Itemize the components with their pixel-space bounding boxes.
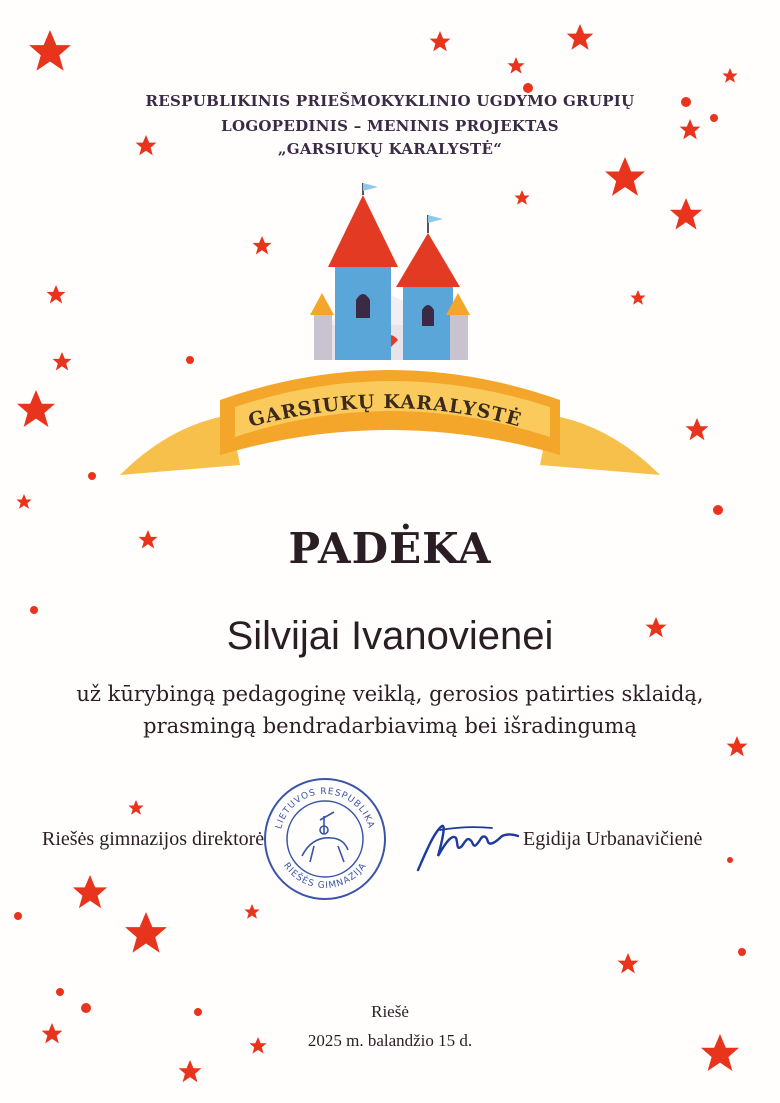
dot <box>727 857 733 863</box>
banner-text: GARSIUKŲ KARALYSTĖ <box>246 390 525 432</box>
star-icon <box>686 418 709 440</box>
dot <box>88 472 96 480</box>
dot <box>738 948 746 956</box>
header-line-3: „GARSIUKŲ KARALYSTĖ“ <box>277 140 503 158</box>
star-icon <box>125 912 167 953</box>
reason-line-2: prasmingą bendradarbiavimą bei išradingumą <box>143 714 637 738</box>
dot <box>713 505 723 515</box>
star-icon <box>507 57 524 74</box>
star-icon <box>16 494 31 509</box>
issue-place: Riešė <box>371 1002 409 1021</box>
certificate-title: PADĖKA <box>288 524 492 573</box>
star-icon <box>618 953 639 973</box>
signatory-role: Riešės gimnazijos direktorė <box>42 828 265 850</box>
stamp-top-text: LIETUVOS RESPUBLIKA <box>274 786 376 831</box>
header-line-2: LOGOPEDINIS – MENINIS PROJEKTAS <box>221 117 559 135</box>
signatory-name: Egidija Urbanavičienė <box>523 828 703 850</box>
star-icon <box>73 875 107 908</box>
star-icon <box>53 352 72 371</box>
castle <box>310 183 470 360</box>
star-icon <box>179 1060 202 1082</box>
reason-line-1: už kūrybingą pedagoginę veiklą, gerosios patirties sklaidą, <box>76 682 704 706</box>
dot <box>56 988 64 996</box>
star-icon <box>722 68 737 83</box>
star-icon <box>430 31 451 51</box>
dot <box>30 606 38 614</box>
stamp-bottom-text: RIEŠĖS GIMNAZIJA <box>281 861 369 892</box>
castle-banner-illustration <box>110 175 670 520</box>
recipient-name: Silvijai Ivanovienei <box>226 614 554 658</box>
ribbon <box>120 370 660 475</box>
star-icon <box>670 198 702 229</box>
official-stamp <box>262 776 388 902</box>
handwritten-signature <box>412 812 522 878</box>
knight-emblem-icon <box>302 812 348 862</box>
issue-date: 2025 m. balandžio 15 d. <box>307 1031 473 1050</box>
star-icon <box>29 30 71 71</box>
star-icon <box>17 390 55 427</box>
star-icon <box>727 736 748 756</box>
dot <box>14 912 22 920</box>
star-icon <box>567 24 594 50</box>
header-line-1: RESPUBLIKINIS PRIEŠMOKYKLINIO UGDYMO GRUPIŲ <box>145 92 635 110</box>
star-icon <box>244 904 259 919</box>
star-icon <box>47 285 66 304</box>
star-icon <box>128 800 143 815</box>
svg-text:RIEŠĖS GIMNAZIJA <box>281 861 369 891</box>
